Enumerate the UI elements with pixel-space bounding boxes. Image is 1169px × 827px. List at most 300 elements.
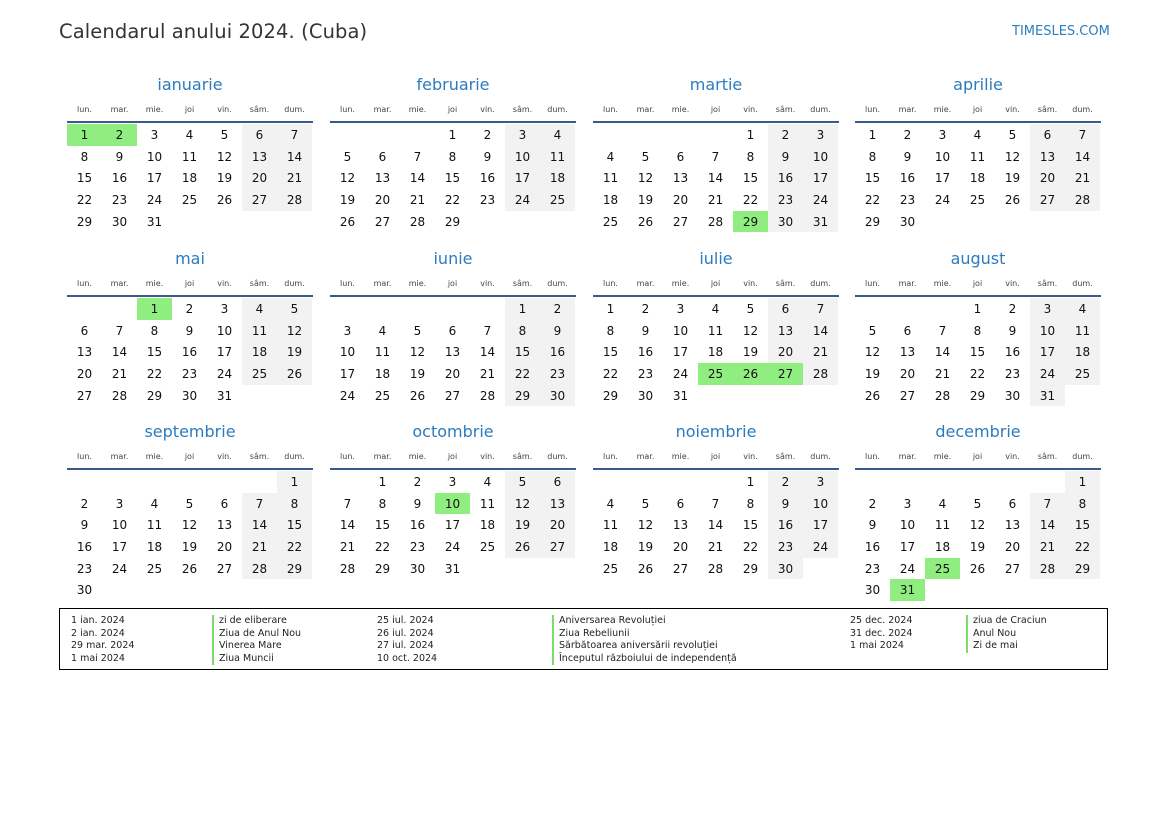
day-cell: 12 xyxy=(216,149,233,164)
weekday-label: lun. xyxy=(340,279,355,288)
empty-cell xyxy=(330,298,365,320)
day-cell: 26 xyxy=(864,388,881,403)
day-cell: 15 xyxy=(444,171,461,186)
day-cell: 16 xyxy=(768,514,803,536)
day-cell: 4 xyxy=(540,124,575,146)
day-cell: 13 xyxy=(242,146,277,168)
weekday-label: sâm. xyxy=(1037,279,1058,288)
legend-date: 10 oct. 2024 xyxy=(377,652,438,664)
empty-cell xyxy=(593,471,628,493)
empty-cell xyxy=(470,298,505,320)
day-cell: 21 xyxy=(242,536,277,558)
day-cell: 6 xyxy=(903,323,912,338)
day-grid xyxy=(855,124,1101,232)
holiday-legend xyxy=(59,608,1108,670)
weekday-label: dum. xyxy=(1072,105,1093,114)
day-cell: 12 xyxy=(864,345,881,360)
site-link[interactable]: TIMESLES.COM xyxy=(1012,24,1110,39)
day-cell: 15 xyxy=(969,345,986,360)
legend-holiday-name: Ziua Rebeliunii xyxy=(552,628,737,641)
day-cell: 16 xyxy=(899,171,916,186)
day-cell: 11 xyxy=(146,518,163,533)
day-cell: 3 xyxy=(803,471,838,493)
day-cell: 29 xyxy=(374,561,391,576)
weekday-label: lun. xyxy=(865,279,880,288)
day-cell: 22 xyxy=(602,366,619,381)
day-cell: 1 xyxy=(1065,471,1100,493)
day-cell: 18 xyxy=(602,192,619,207)
day-cell: 14 xyxy=(1065,146,1100,168)
month-ianuarie xyxy=(67,74,313,232)
day-cell: 4 xyxy=(483,474,492,489)
weekday-label: vin. xyxy=(480,279,495,288)
month-iunie xyxy=(330,248,576,406)
day-cell: 19 xyxy=(864,366,881,381)
day-cell: 4 xyxy=(938,496,947,511)
day-cell: 2 xyxy=(768,471,803,493)
day-cell: 3 xyxy=(150,127,159,142)
day-cell: 24 xyxy=(216,366,233,381)
weekday-label: vin. xyxy=(480,105,495,114)
day-cell: 19 xyxy=(637,539,654,554)
day-cell: 29 xyxy=(146,388,163,403)
day-cell: 28 xyxy=(803,363,838,385)
weekday-label: mar. xyxy=(636,105,655,114)
day-cell: 30 xyxy=(76,583,93,598)
day-cell: 7 xyxy=(343,496,352,511)
day-cell: 8 xyxy=(1065,493,1100,515)
day-cell: 19 xyxy=(409,366,426,381)
day-cell: 1 xyxy=(746,127,755,142)
header-rule xyxy=(855,468,1101,470)
day-cell: 3 xyxy=(220,301,229,316)
empty-cell xyxy=(925,471,960,493)
day-cell: 22 xyxy=(146,366,163,381)
day-grid xyxy=(330,124,576,232)
weekday-header xyxy=(593,98,839,121)
day-cell: 18 xyxy=(181,171,198,186)
day-cell: 31 xyxy=(444,561,461,576)
day-cell: 6 xyxy=(768,298,803,320)
month-august xyxy=(855,248,1101,406)
day-cell: 28 xyxy=(409,214,426,229)
day-cell: 14 xyxy=(934,345,951,360)
day-cell: 3 xyxy=(343,323,352,338)
day-cell: 1 xyxy=(746,474,755,489)
weekday-label: vin. xyxy=(217,279,232,288)
day-cell: 20 xyxy=(672,192,689,207)
weekday-label: joi xyxy=(447,452,458,461)
day-cell: 2 xyxy=(185,301,194,316)
day-cell: 15 xyxy=(742,518,759,533)
weekday-label: mie. xyxy=(933,279,952,288)
day-cell: 30 xyxy=(864,583,881,598)
weekday-label: mar. xyxy=(110,279,129,288)
holiday-day: 29 xyxy=(733,211,768,233)
day-cell: 11 xyxy=(602,171,619,186)
legend-date: 1 ian. 2024 xyxy=(71,615,125,626)
legend-date: 2 ian. 2024 xyxy=(71,627,125,639)
day-cell: 29 xyxy=(505,385,540,407)
weekday-label: vin. xyxy=(743,105,758,114)
day-cell: 25 xyxy=(146,561,163,576)
day-cell: 5 xyxy=(641,496,650,511)
day-cell: 27 xyxy=(444,388,461,403)
day-cell: 7 xyxy=(711,149,720,164)
day-cell: 28 xyxy=(1065,189,1100,211)
legend-holiday-name: Aniversarea Revoluției xyxy=(552,615,737,628)
weekday-label: joi xyxy=(710,105,721,114)
day-cell: 16 xyxy=(76,539,93,554)
day-cell: 8 xyxy=(868,149,877,164)
day-cell: 29 xyxy=(76,214,93,229)
holiday-day: 26 xyxy=(733,363,768,385)
day-cell: 19 xyxy=(339,192,356,207)
weekday-label: mie. xyxy=(933,452,952,461)
day-cell: 15 xyxy=(1065,514,1100,536)
header-rule xyxy=(330,121,576,123)
empty-cell xyxy=(102,298,137,320)
day-cell: 25 xyxy=(969,192,986,207)
weekday-label: joi xyxy=(972,105,983,114)
day-cell: 15 xyxy=(374,518,391,533)
day-cell: 7 xyxy=(938,323,947,338)
day-cell: 27 xyxy=(672,214,689,229)
day-cell: 29 xyxy=(969,388,986,403)
empty-cell xyxy=(365,298,400,320)
day-cell: 28 xyxy=(934,388,951,403)
weekday-label: mar. xyxy=(373,105,392,114)
legend-holiday-name: Ziua de Anul Nou xyxy=(212,628,301,641)
legend-dates-3 xyxy=(850,615,912,653)
day-cell: 14 xyxy=(803,320,838,342)
day-cell: 4 xyxy=(606,149,615,164)
day-cell: 16 xyxy=(768,167,803,189)
day-cell: 18 xyxy=(602,539,619,554)
day-cell: 8 xyxy=(746,496,755,511)
day-cell: 19 xyxy=(216,171,233,186)
day-cell: 24 xyxy=(505,189,540,211)
legend-holiday-name: Începutul războiului de independență xyxy=(552,653,737,666)
day-cell: 24 xyxy=(934,192,951,207)
empty-cell xyxy=(663,124,698,146)
day-cell: 23 xyxy=(768,536,803,558)
day-cell: 30 xyxy=(540,385,575,407)
weekday-header xyxy=(855,272,1101,295)
weekday-label: lun. xyxy=(603,452,618,461)
weekday-label: sâm. xyxy=(775,105,796,114)
day-cell: 27 xyxy=(540,536,575,558)
weekday-label: sâm. xyxy=(512,105,533,114)
day-cell: 11 xyxy=(934,518,951,533)
day-cell: 14 xyxy=(409,171,426,186)
day-cell: 26 xyxy=(277,363,312,385)
day-cell: 2 xyxy=(1008,301,1017,316)
day-cell: 8 xyxy=(746,149,755,164)
day-cell: 9 xyxy=(768,146,803,168)
day-cell: 19 xyxy=(505,514,540,536)
day-cell: 18 xyxy=(242,341,277,363)
day-cell: 9 xyxy=(115,149,124,164)
day-cell: 19 xyxy=(969,539,986,554)
legend-names-2 xyxy=(552,615,737,665)
day-cell: 14 xyxy=(111,345,128,360)
weekday-label: mar. xyxy=(898,452,917,461)
day-cell: 28 xyxy=(242,558,277,580)
day-cell: 8 xyxy=(80,149,89,164)
day-cell: 9 xyxy=(540,320,575,342)
holiday-day: 25 xyxy=(925,558,960,580)
weekday-label: mie. xyxy=(671,452,690,461)
legend-holiday-name: Anul Nou xyxy=(966,628,1047,641)
day-cell: 10 xyxy=(803,146,838,168)
day-cell: 17 xyxy=(899,539,916,554)
day-cell: 12 xyxy=(339,171,356,186)
day-cell: 12 xyxy=(1004,149,1021,164)
day-cell: 21 xyxy=(479,366,496,381)
day-cell: 30 xyxy=(111,214,128,229)
day-cell: 2 xyxy=(768,124,803,146)
weekday-label: mie. xyxy=(408,452,427,461)
weekday-label: dum. xyxy=(810,105,831,114)
day-cell: 30 xyxy=(637,388,654,403)
day-cell: 5 xyxy=(505,471,540,493)
weekday-label: lun. xyxy=(340,452,355,461)
day-cell: 29 xyxy=(864,214,881,229)
legend-holiday-name: Vinerea Mare xyxy=(212,640,301,653)
day-cell: 27 xyxy=(1004,561,1021,576)
legend-date: 1 mai 2024 xyxy=(71,652,125,664)
day-cell: 31 xyxy=(216,388,233,403)
day-cell: 6 xyxy=(676,149,685,164)
month-name: martie xyxy=(689,75,743,94)
day-cell: 4 xyxy=(150,496,159,511)
month-name: iunie xyxy=(433,249,473,268)
legend-date: 1 mai 2024 xyxy=(850,640,904,651)
day-cell: 7 xyxy=(1030,493,1065,515)
day-cell: 17 xyxy=(505,167,540,189)
day-cell: 7 xyxy=(483,323,492,338)
weekday-label: mie. xyxy=(671,105,690,114)
day-cell: 10 xyxy=(1030,320,1065,342)
weekday-label: vin. xyxy=(217,105,232,114)
day-cell: 10 xyxy=(672,323,689,338)
month-name: mai xyxy=(175,249,205,268)
day-cell: 1 xyxy=(868,127,877,142)
day-cell: 1 xyxy=(505,298,540,320)
day-cell: 19 xyxy=(637,192,654,207)
day-cell: 9 xyxy=(185,323,194,338)
empty-cell xyxy=(890,298,925,320)
header-rule xyxy=(855,121,1101,123)
day-cell: 3 xyxy=(676,301,685,316)
day-cell: 3 xyxy=(448,474,457,489)
day-cell: 4 xyxy=(1065,298,1100,320)
day-cell: 17 xyxy=(146,171,163,186)
weekday-label: sâm. xyxy=(1037,105,1058,114)
day-cell: 7 xyxy=(277,124,312,146)
day-cell: 7 xyxy=(711,496,720,511)
day-cell: 30 xyxy=(1004,388,1021,403)
day-cell: 2 xyxy=(413,474,422,489)
day-cell: 16 xyxy=(479,171,496,186)
day-cell: 17 xyxy=(672,345,689,360)
month-name: decembrie xyxy=(935,422,1021,441)
day-cell: 18 xyxy=(146,539,163,554)
day-cell: 4 xyxy=(973,127,982,142)
day-cell: 21 xyxy=(707,192,724,207)
day-cell: 17 xyxy=(803,514,838,536)
day-cell: 9 xyxy=(413,496,422,511)
day-cell: 1 xyxy=(973,301,982,316)
day-cell: 27 xyxy=(374,214,391,229)
day-cell: 14 xyxy=(277,146,312,168)
month-name: noiembrie xyxy=(675,422,757,441)
header-rule xyxy=(593,121,839,123)
day-cell: 8 xyxy=(150,323,159,338)
day-cell: 10 xyxy=(934,149,951,164)
day-cell: 16 xyxy=(540,341,575,363)
day-cell: 6 xyxy=(1030,124,1065,146)
weekday-label: vin. xyxy=(480,452,495,461)
legend-holiday-name: Sărbătoarea aniversării revoluției xyxy=(552,640,737,653)
holiday-day: 1 xyxy=(67,124,102,146)
day-cell: 29 xyxy=(1065,558,1100,580)
day-cell: 13 xyxy=(76,345,93,360)
day-cell: 5 xyxy=(641,149,650,164)
day-cell: 12 xyxy=(277,320,312,342)
day-cell: 11 xyxy=(707,323,724,338)
day-cell: 29 xyxy=(277,558,312,580)
weekday-label: lun. xyxy=(77,105,92,114)
legend-holiday-name: zi de eliberare xyxy=(212,615,301,628)
day-cell: 10 xyxy=(111,518,128,533)
day-cell: 21 xyxy=(1065,167,1100,189)
day-cell: 6 xyxy=(80,323,89,338)
day-cell: 12 xyxy=(505,493,540,515)
weekday-label: sâm. xyxy=(249,452,270,461)
legend-holiday-name: Zi de mai xyxy=(966,640,1047,653)
day-cell: 26 xyxy=(637,214,654,229)
month-octombrie xyxy=(330,421,576,579)
day-cell: 13 xyxy=(216,518,233,533)
weekday-label: mie. xyxy=(145,452,164,461)
day-cell: 21 xyxy=(409,192,426,207)
day-cell: 23 xyxy=(409,539,426,554)
day-cell: 3 xyxy=(505,124,540,146)
day-cell: 22 xyxy=(1065,536,1100,558)
day-cell: 7 xyxy=(413,149,422,164)
day-cell: 2 xyxy=(903,127,912,142)
weekday-label: dum. xyxy=(547,452,568,461)
day-cell: 28 xyxy=(1030,558,1065,580)
day-cell: 30 xyxy=(768,558,803,580)
month-name: iulie xyxy=(699,249,733,268)
month-name: septembrie xyxy=(144,422,236,441)
day-cell: 4 xyxy=(242,298,277,320)
day-cell: 11 xyxy=(242,320,277,342)
day-cell: 12 xyxy=(409,345,426,360)
weekday-label: mar. xyxy=(898,105,917,114)
day-cell: 19 xyxy=(181,539,198,554)
day-cell: 6 xyxy=(676,496,685,511)
weekday-label: mar. xyxy=(636,452,655,461)
day-cell: 15 xyxy=(602,345,619,360)
day-cell: 20 xyxy=(216,539,233,554)
day-cell: 12 xyxy=(181,518,198,533)
legend-date: 27 iul. 2024 xyxy=(377,640,434,651)
day-cell: 4 xyxy=(378,323,387,338)
weekday-header xyxy=(330,272,576,295)
legend-dates-1 xyxy=(71,615,134,665)
weekday-label: mie. xyxy=(145,105,164,114)
weekday-label: mar. xyxy=(373,279,392,288)
day-cell: 22 xyxy=(277,536,312,558)
day-cell: 20 xyxy=(242,167,277,189)
legend-names-3 xyxy=(966,615,1047,653)
day-cell: 25 xyxy=(602,561,619,576)
day-cell: 16 xyxy=(181,345,198,360)
day-cell: 28 xyxy=(707,561,724,576)
empty-cell xyxy=(365,124,400,146)
day-cell: 30 xyxy=(768,211,803,233)
day-cell: 24 xyxy=(1030,363,1065,385)
day-grid xyxy=(855,471,1101,601)
day-cell: 18 xyxy=(1065,341,1100,363)
day-cell: 14 xyxy=(707,171,724,186)
day-cell: 23 xyxy=(864,561,881,576)
empty-cell xyxy=(435,298,470,320)
day-cell: 31 xyxy=(146,214,163,229)
weekday-label: dum. xyxy=(547,105,568,114)
day-cell: 18 xyxy=(934,539,951,554)
day-grid xyxy=(67,298,313,406)
day-cell: 26 xyxy=(637,561,654,576)
day-cell: 29 xyxy=(742,561,759,576)
weekday-label: joi xyxy=(184,452,195,461)
holiday-day: 25 xyxy=(698,363,733,385)
day-cell: 23 xyxy=(181,366,198,381)
day-cell: 26 xyxy=(181,561,198,576)
day-cell: 22 xyxy=(742,192,759,207)
day-cell: 29 xyxy=(444,214,461,229)
empty-cell xyxy=(400,124,435,146)
day-cell: 24 xyxy=(899,561,916,576)
day-cell: 25 xyxy=(242,363,277,385)
day-cell: 16 xyxy=(111,171,128,186)
day-cell: 12 xyxy=(637,171,654,186)
day-cell: 30 xyxy=(899,214,916,229)
day-cell: 14 xyxy=(479,345,496,360)
month-decembrie xyxy=(855,421,1101,601)
empty-cell xyxy=(67,471,102,493)
day-cell: 22 xyxy=(742,539,759,554)
day-cell: 13 xyxy=(444,345,461,360)
day-cell: 25 xyxy=(540,189,575,211)
weekday-label: mie. xyxy=(408,105,427,114)
day-grid xyxy=(67,124,313,232)
day-cell: 19 xyxy=(742,345,759,360)
weekday-label: mie. xyxy=(408,279,427,288)
weekday-label: sâm. xyxy=(775,279,796,288)
day-cell: 15 xyxy=(864,171,881,186)
day-cell: 9 xyxy=(768,493,803,515)
header-rule xyxy=(593,295,839,297)
day-cell: 2 xyxy=(80,496,89,511)
day-cell: 11 xyxy=(602,518,619,533)
weekday-header xyxy=(855,445,1101,468)
day-cell: 24 xyxy=(803,189,838,211)
